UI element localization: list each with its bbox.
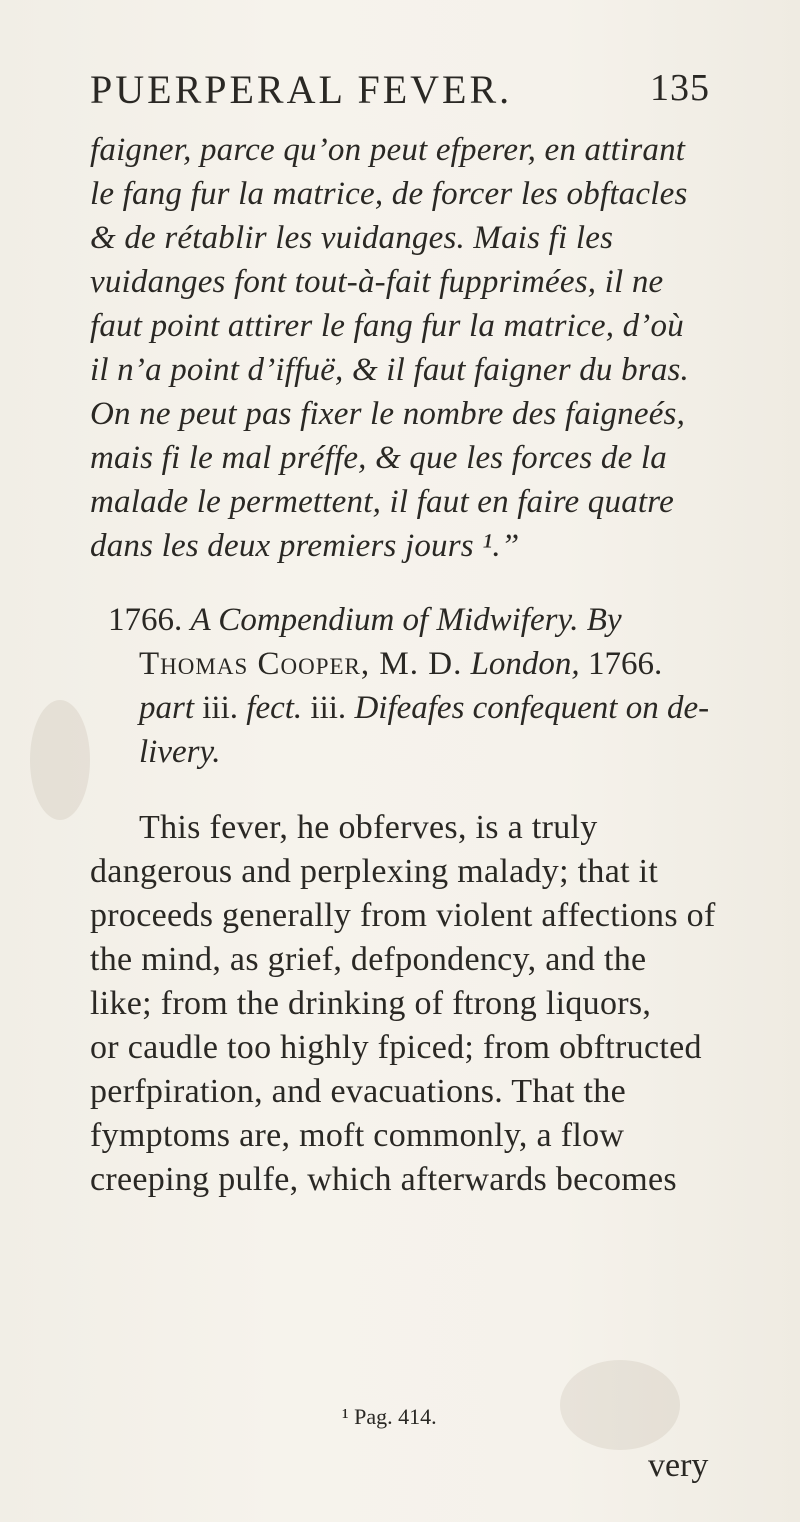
reference-part-label: part: [139, 690, 195, 726]
reference-part-number: iii.: [202, 690, 239, 726]
body-line: fymptoms are, moft commonly, a flow: [90, 1117, 625, 1154]
quote-line: le fang fur la matrice, de forcer les obftacles: [90, 176, 688, 212]
reference-year: 1766.: [108, 602, 183, 638]
quote-line: & de rétablir les vuidanges. Mais fi les: [90, 220, 614, 256]
quote-line: malade le permettent, il faut en faire quatre: [90, 484, 674, 520]
reference-sect-number: iii.: [310, 690, 347, 726]
body-line: proceeds generally from violent affections of: [90, 897, 716, 934]
reference-line-3: [139, 688, 709, 728]
paper-stain: [560, 1360, 680, 1450]
footnote: ¹ Pag. 414.: [342, 1404, 437, 1429]
reference-place: London,: [470, 646, 580, 682]
quote-line: dans les deux premiers jours ¹.”: [90, 528, 520, 564]
body-line: creeping pulfe, which afterwards becomes: [90, 1161, 677, 1198]
quote-line: faigner, parce qu’on peut efperer, en attirant: [90, 132, 686, 168]
body-line: like; from the drinking of ftrong liquors,: [90, 985, 652, 1022]
reference-sect-label: fect.: [246, 690, 303, 726]
reference-edition-year: 1766.: [587, 646, 663, 682]
body-line: dangerous and perplexing malady; that it: [90, 853, 659, 890]
reference-subject: Difeafes confequent on de-: [354, 690, 710, 726]
quote-line: On ne peut pas fixer le nombre des faigneés,: [90, 396, 686, 432]
reference-title: A Compendium of Midwifery. By: [190, 602, 622, 638]
reference-line-2: [139, 644, 662, 684]
reference-line-1: [108, 600, 622, 640]
page-number: 135: [650, 67, 710, 109]
paper-stain: [30, 700, 90, 820]
running-title: PUERPERAL FEVER.: [90, 67, 513, 112]
quote-line: il n’a point d’iffuë, & il faut faigner du bras.: [90, 352, 690, 388]
quote-line: faut point attirer le fang fur la matrice, d’où: [90, 308, 684, 344]
quote-line: mais fi le mal préffe, & que les forces de la: [90, 440, 667, 476]
reference-author: Thomas Cooper, M. D.: [139, 646, 463, 682]
catchword: very: [648, 1447, 709, 1484]
body-line: the mind, as grief, defpondency, and the: [90, 941, 647, 978]
page-header: [90, 66, 710, 118]
body-line: perfpiration, and evacuations. That the: [90, 1073, 626, 1110]
quote-line: vuidanges font tout-à-fait fupprimées, il ne: [90, 264, 664, 300]
body-line: This fever, he obferves, is a truly: [139, 809, 598, 846]
reference-line-4: livery.: [139, 734, 221, 770]
body-line: or caudle too highly fpiced; from obftructed: [90, 1029, 702, 1066]
